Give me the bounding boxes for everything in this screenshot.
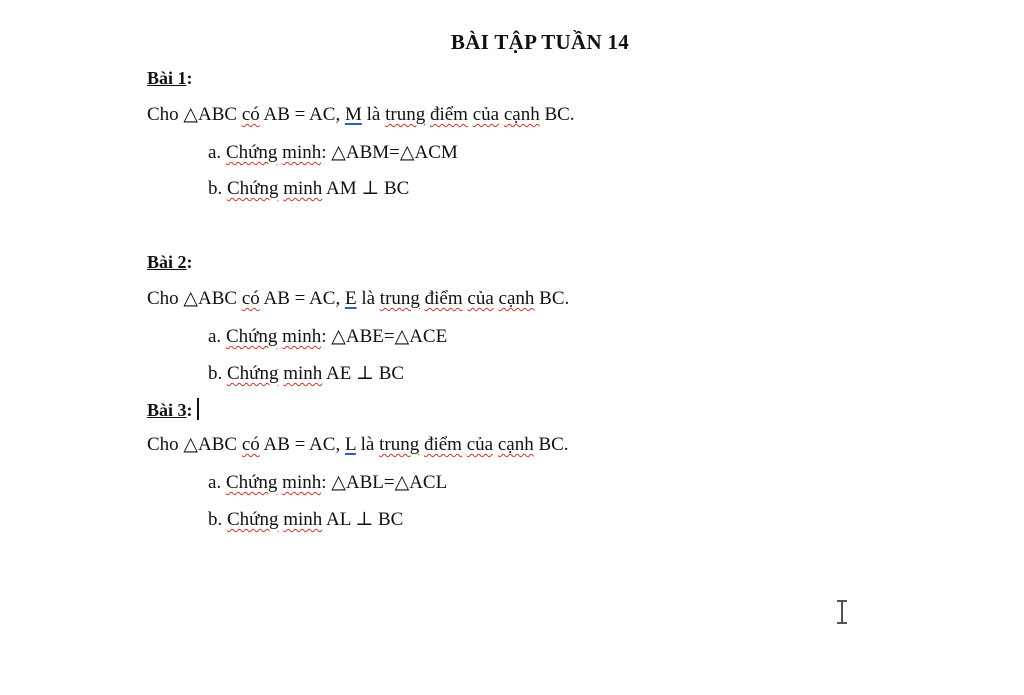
heading-colon: : bbox=[186, 252, 193, 272]
item-word: minh bbox=[283, 509, 323, 530]
item-marker: a. bbox=[208, 326, 222, 347]
item-text: : △ABM=△ACM bbox=[321, 142, 458, 163]
statement-word: của bbox=[472, 104, 500, 125]
exercise-2-heading bbox=[147, 252, 193, 273]
item-marker: b. bbox=[208, 363, 223, 384]
heading-colon: : bbox=[186, 68, 193, 88]
statement-prefix: Cho △ABC bbox=[147, 434, 242, 455]
item-text: AL ⊥ BC bbox=[322, 509, 404, 530]
exercise-2-statement bbox=[147, 287, 569, 310]
midpoint-label: M bbox=[344, 104, 362, 125]
item-marker: a. bbox=[208, 472, 222, 493]
statement-word: trung bbox=[385, 104, 426, 125]
exercise-3-item-a bbox=[208, 471, 447, 494]
statement-word: của bbox=[467, 288, 494, 309]
statement-word: cạnh bbox=[498, 288, 535, 309]
statement-end: BC. bbox=[534, 288, 570, 309]
item-text: : △ABL=△ACL bbox=[321, 472, 448, 493]
statement-word: của bbox=[466, 434, 494, 455]
item-word: Chứng bbox=[227, 509, 279, 530]
statement-word: là bbox=[356, 288, 380, 309]
item-word: minh bbox=[282, 326, 322, 347]
item-word: Chứng bbox=[225, 472, 278, 493]
item-word: minh bbox=[282, 472, 322, 493]
statement-end: BC. bbox=[539, 104, 575, 125]
statement-word: có bbox=[241, 434, 260, 455]
text-cursor-ibeam-icon bbox=[836, 600, 848, 624]
text-caret bbox=[197, 398, 199, 420]
heading-colon: : bbox=[186, 400, 193, 420]
item-word: Chứng bbox=[225, 142, 278, 163]
statement-end: BC. bbox=[533, 434, 569, 455]
statement-prefix: Cho △ABC bbox=[147, 288, 242, 309]
item-word: Chứng bbox=[227, 363, 279, 384]
item-word: minh bbox=[283, 363, 323, 384]
item-word: Chứng bbox=[227, 178, 279, 199]
statement-condition: AB = AC, bbox=[259, 104, 345, 125]
item-text: AE ⊥ BC bbox=[322, 363, 405, 384]
exercise-2-item-a bbox=[208, 325, 447, 348]
exercise-2-heading-text: Bài 2 bbox=[147, 252, 187, 272]
exercise-1-statement bbox=[147, 103, 575, 126]
statement-word: trung bbox=[379, 434, 420, 455]
exercise-3-heading bbox=[147, 398, 199, 421]
item-marker: a. bbox=[208, 142, 222, 163]
exercise-3-item-b bbox=[208, 508, 403, 531]
statement-word: là bbox=[361, 104, 386, 125]
exercise-1-heading-text: Bài 1 bbox=[147, 68, 187, 88]
statement-word: có bbox=[241, 288, 260, 309]
item-text: : △ABE=△ACE bbox=[321, 326, 448, 347]
midpoint-label: L bbox=[344, 434, 356, 455]
item-word: minh bbox=[283, 178, 323, 199]
item-marker: b. bbox=[208, 509, 223, 530]
statement-word: là bbox=[355, 434, 380, 455]
statement-word: điểm bbox=[424, 288, 463, 309]
statement-word: trung bbox=[379, 288, 420, 309]
statement-word: có bbox=[241, 104, 260, 125]
statement-word: cạnh bbox=[503, 104, 540, 125]
exercise-1-item-a bbox=[208, 141, 458, 164]
page-title: BÀI TẬP TUẦN 14 bbox=[450, 30, 630, 54]
exercise-2-item-b bbox=[208, 362, 404, 385]
item-marker: b. bbox=[208, 178, 223, 199]
exercise-1-item-b bbox=[208, 177, 409, 200]
statement-condition: AB = AC, bbox=[259, 434, 345, 455]
exercise-1-heading bbox=[147, 68, 193, 89]
item-word: minh bbox=[282, 142, 322, 163]
statement-word: cạnh bbox=[497, 434, 534, 455]
statement-word: điểm bbox=[429, 104, 468, 125]
statement-prefix: Cho △ABC bbox=[147, 104, 242, 125]
item-word: Chứng bbox=[225, 326, 278, 347]
statement-condition: AB = AC, bbox=[259, 288, 345, 309]
item-text: AM ⊥ BC bbox=[322, 178, 410, 199]
exercise-3-statement bbox=[147, 433, 569, 456]
exercise-3-heading-text: Bài 3 bbox=[147, 400, 187, 420]
statement-word: điểm bbox=[423, 434, 462, 455]
midpoint-label: E bbox=[344, 288, 357, 309]
